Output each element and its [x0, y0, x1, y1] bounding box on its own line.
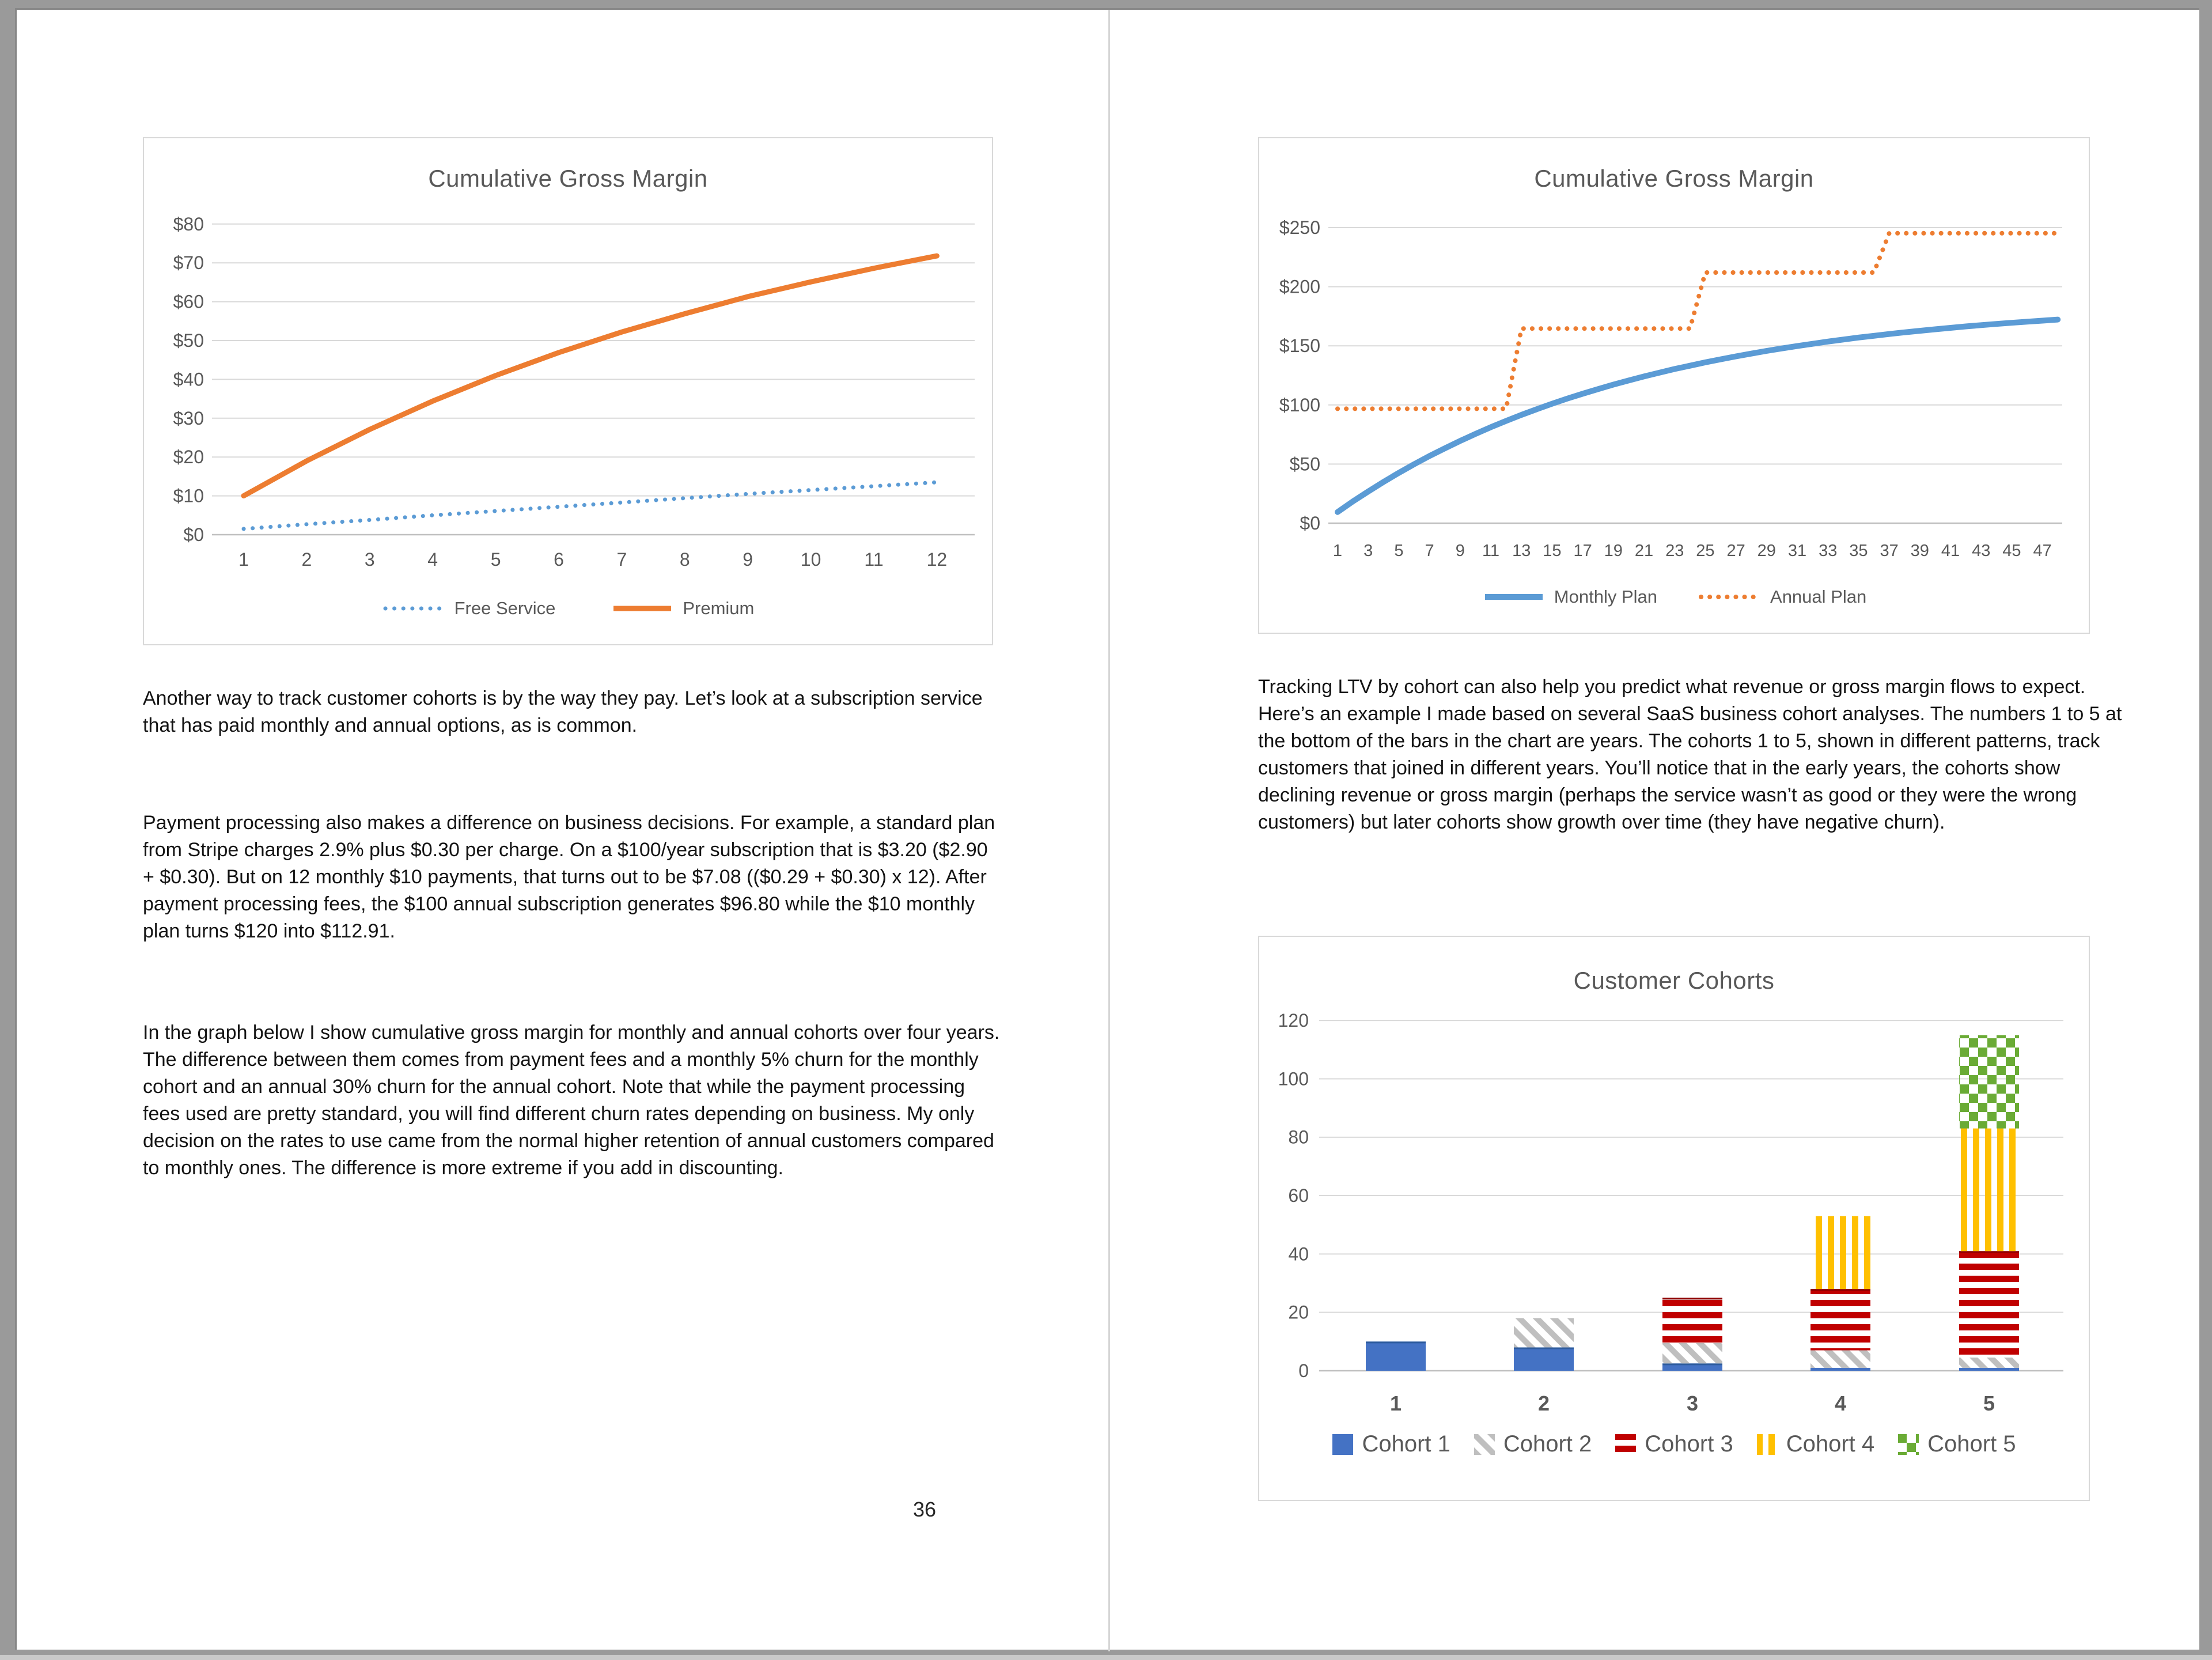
svg-text:$10: $10 [173, 485, 204, 506]
page-number: 36 [912, 1498, 937, 1521]
svg-text:39: 39 [1910, 542, 1929, 560]
svg-text:7: 7 [616, 549, 627, 570]
svg-text:3: 3 [1363, 542, 1373, 560]
svg-text:$100: $100 [1279, 394, 1320, 415]
svg-text:11: 11 [1482, 542, 1500, 560]
legend-label: Cohort 4 [1786, 1431, 1875, 1457]
legend-item-cohort-5 [1897, 1431, 2016, 1457]
svg-text:$250: $250 [1279, 217, 1320, 238]
chart-legend [144, 598, 992, 619]
legend-label: Cohort 2 [1503, 1431, 1592, 1457]
legend-item-cohort-4 [1756, 1431, 1874, 1457]
legend-item-cohort-2 [1474, 1431, 1592, 1457]
svg-text:29: 29 [1757, 542, 1776, 560]
svg-text:4: 4 [427, 549, 438, 570]
svg-text:$30: $30 [173, 407, 204, 429]
svg-text:1: 1 [1389, 1391, 1402, 1415]
svg-text:9: 9 [1455, 542, 1465, 560]
svg-text:100: 100 [1278, 1068, 1309, 1090]
svg-text:27: 27 [1726, 542, 1745, 560]
bar-chart-canvas [1259, 937, 2089, 1500]
line-chart-canvas [144, 138, 992, 644]
svg-text:$0: $0 [183, 524, 204, 545]
legend-label: Cohort 5 [1927, 1431, 2016, 1457]
svg-text:8: 8 [679, 549, 690, 570]
svg-text:25: 25 [1696, 542, 1715, 560]
legend-item-free-service [382, 598, 556, 619]
legend-label: Cohort 3 [1645, 1431, 1733, 1457]
svg-text:40: 40 [1288, 1243, 1309, 1265]
svg-text:5: 5 [1394, 542, 1404, 560]
svg-text:3: 3 [364, 549, 375, 570]
svg-text:21: 21 [1634, 542, 1654, 560]
legend-label: Premium [683, 598, 755, 618]
svg-text:11: 11 [864, 549, 884, 570]
svg-text:6: 6 [554, 549, 564, 570]
legend-swatch [1615, 1434, 1637, 1455]
chart-customer-cohorts [1258, 936, 2090, 1501]
svg-text:5: 5 [1983, 1391, 1995, 1415]
legend-swatch [382, 603, 446, 614]
svg-text:37: 37 [1880, 542, 1899, 560]
svg-text:$80: $80 [173, 213, 204, 235]
legend-item-cohort-3 [1615, 1431, 1733, 1457]
svg-text:2: 2 [301, 549, 312, 570]
legend-swatch [1332, 1434, 1354, 1455]
svg-text:2: 2 [1537, 1391, 1550, 1415]
page-right [1110, 10, 2199, 1650]
svg-text:4: 4 [1834, 1391, 1847, 1415]
legend-label: Free Service [454, 598, 556, 618]
svg-text:$150: $150 [1279, 335, 1320, 357]
legend-swatch [1474, 1434, 1495, 1455]
line-chart-canvas [1259, 138, 2089, 633]
svg-text:120: 120 [1278, 1010, 1309, 1031]
svg-text:$60: $60 [173, 291, 204, 312]
chart-title: Customer Cohorts [1573, 967, 1775, 994]
book-spread [15, 8, 2199, 1650]
paragraph: In the graph below I show cumulative gross margin for monthly and annual cohorts over four years. The difference between them comes from payment fees and a monthly 5% churn for the monthly cohort and an annual 30% churn for the annual cohort. Note that while the payment processing fees used are pretty standard, you will find different churn rates depending on business. My only decision on the rates to use came from the normal higher retention of annual customers compared to monthly ones. The difference is more extreme if you add in discounting. [143, 1022, 1000, 1179]
svg-text:33: 33 [1819, 542, 1838, 560]
legend-item-premium [610, 598, 754, 619]
legend-swatch [1698, 592, 1762, 602]
paragraph: Another way to track customer cohorts is by the way they pay. Let’s look at a subscription service that has paid monthly and annual options, as is common. [143, 687, 983, 736]
legend-item-monthly-plan [1482, 587, 1657, 607]
svg-text:17: 17 [1573, 542, 1592, 560]
svg-text:15: 15 [1543, 542, 1562, 560]
chart-free-vs-premium [143, 137, 993, 645]
svg-text:1: 1 [1332, 542, 1343, 560]
legend-swatch [610, 603, 675, 614]
svg-text:$200: $200 [1279, 276, 1320, 297]
svg-text:10: 10 [800, 549, 821, 570]
svg-text:7: 7 [1425, 542, 1434, 560]
svg-text:19: 19 [1604, 542, 1623, 560]
svg-text:35: 35 [1849, 542, 1868, 560]
svg-text:5: 5 [490, 549, 501, 570]
legend-swatch [1897, 1434, 1919, 1455]
svg-text:$50: $50 [173, 330, 204, 351]
paragraph: Tracking LTV by cohort can also help you predict what revenue or gross margin flows to expect. Here’s an example I made based on several SaaS business cohort analyses. The numbers 1 to 5 at the bottom of the bars in the chart are years. The cohorts 1 to 5, shown in different patterns, track customers that joined in different years. You’ll notice that in the early years, the cohorts show declining revenue or gross margin (perhaps the service wasn’t as good or they were the wrong customers) but later cohorts show growth over time (they have negative churn). [1258, 676, 2122, 833]
svg-text:1: 1 [238, 549, 249, 570]
legend-label: Monthly Plan [1554, 587, 1658, 607]
window-edge [0, 1655, 2212, 1660]
svg-text:$50: $50 [1289, 453, 1320, 475]
svg-text:47: 47 [2033, 542, 2052, 560]
svg-text:0: 0 [1298, 1360, 1309, 1381]
legend-label: Annual Plan [1770, 587, 1867, 607]
svg-text:31: 31 [1787, 542, 1807, 560]
svg-text:3: 3 [1686, 1391, 1699, 1415]
paragraph: Payment processing also makes a difference on business decisions. For example, a standard plan from Stripe charges 2.9% plus $0.30 per charge. On a $100/year subscription that is $3.20 ($2.90 + $0.30). But on 12 monthly $10 payments, that turns out to be $7.08 (($0.29 + $0.30) x 12). After payment processing fees, the $100 annual subscription generates $96.80 while the $10 monthly plan turns $120 into $112.91. [143, 812, 995, 942]
svg-text:45: 45 [2002, 542, 2021, 560]
svg-text:9: 9 [743, 549, 753, 570]
svg-text:20: 20 [1288, 1302, 1309, 1323]
chart-legend [1259, 587, 2089, 607]
svg-text:80: 80 [1288, 1126, 1309, 1148]
legend-item-cohort-1 [1332, 1431, 1450, 1457]
svg-text:41: 41 [1941, 542, 1960, 560]
legend-swatch [1756, 1434, 1778, 1455]
svg-text:43: 43 [1972, 542, 1991, 560]
svg-text:$40: $40 [173, 369, 204, 390]
svg-text:13: 13 [1512, 542, 1531, 560]
svg-text:12: 12 [926, 549, 948, 570]
chart-title: Cumulative Gross Margin [1534, 165, 1814, 192]
page-left [17, 10, 1108, 1650]
chart-title: Cumulative Gross Margin [428, 165, 708, 192]
legend-swatch [1482, 592, 1546, 602]
chart-monthly-vs-annual [1258, 137, 2090, 634]
svg-text:60: 60 [1288, 1185, 1309, 1207]
svg-text:$0: $0 [1300, 513, 1320, 534]
chart-legend [1259, 1431, 2089, 1457]
legend-label: Cohort 1 [1362, 1431, 1450, 1457]
svg-text:$20: $20 [173, 447, 204, 468]
legend-item-annual-plan [1698, 587, 1866, 607]
svg-text:23: 23 [1665, 542, 1684, 560]
svg-text:$70: $70 [173, 252, 204, 274]
